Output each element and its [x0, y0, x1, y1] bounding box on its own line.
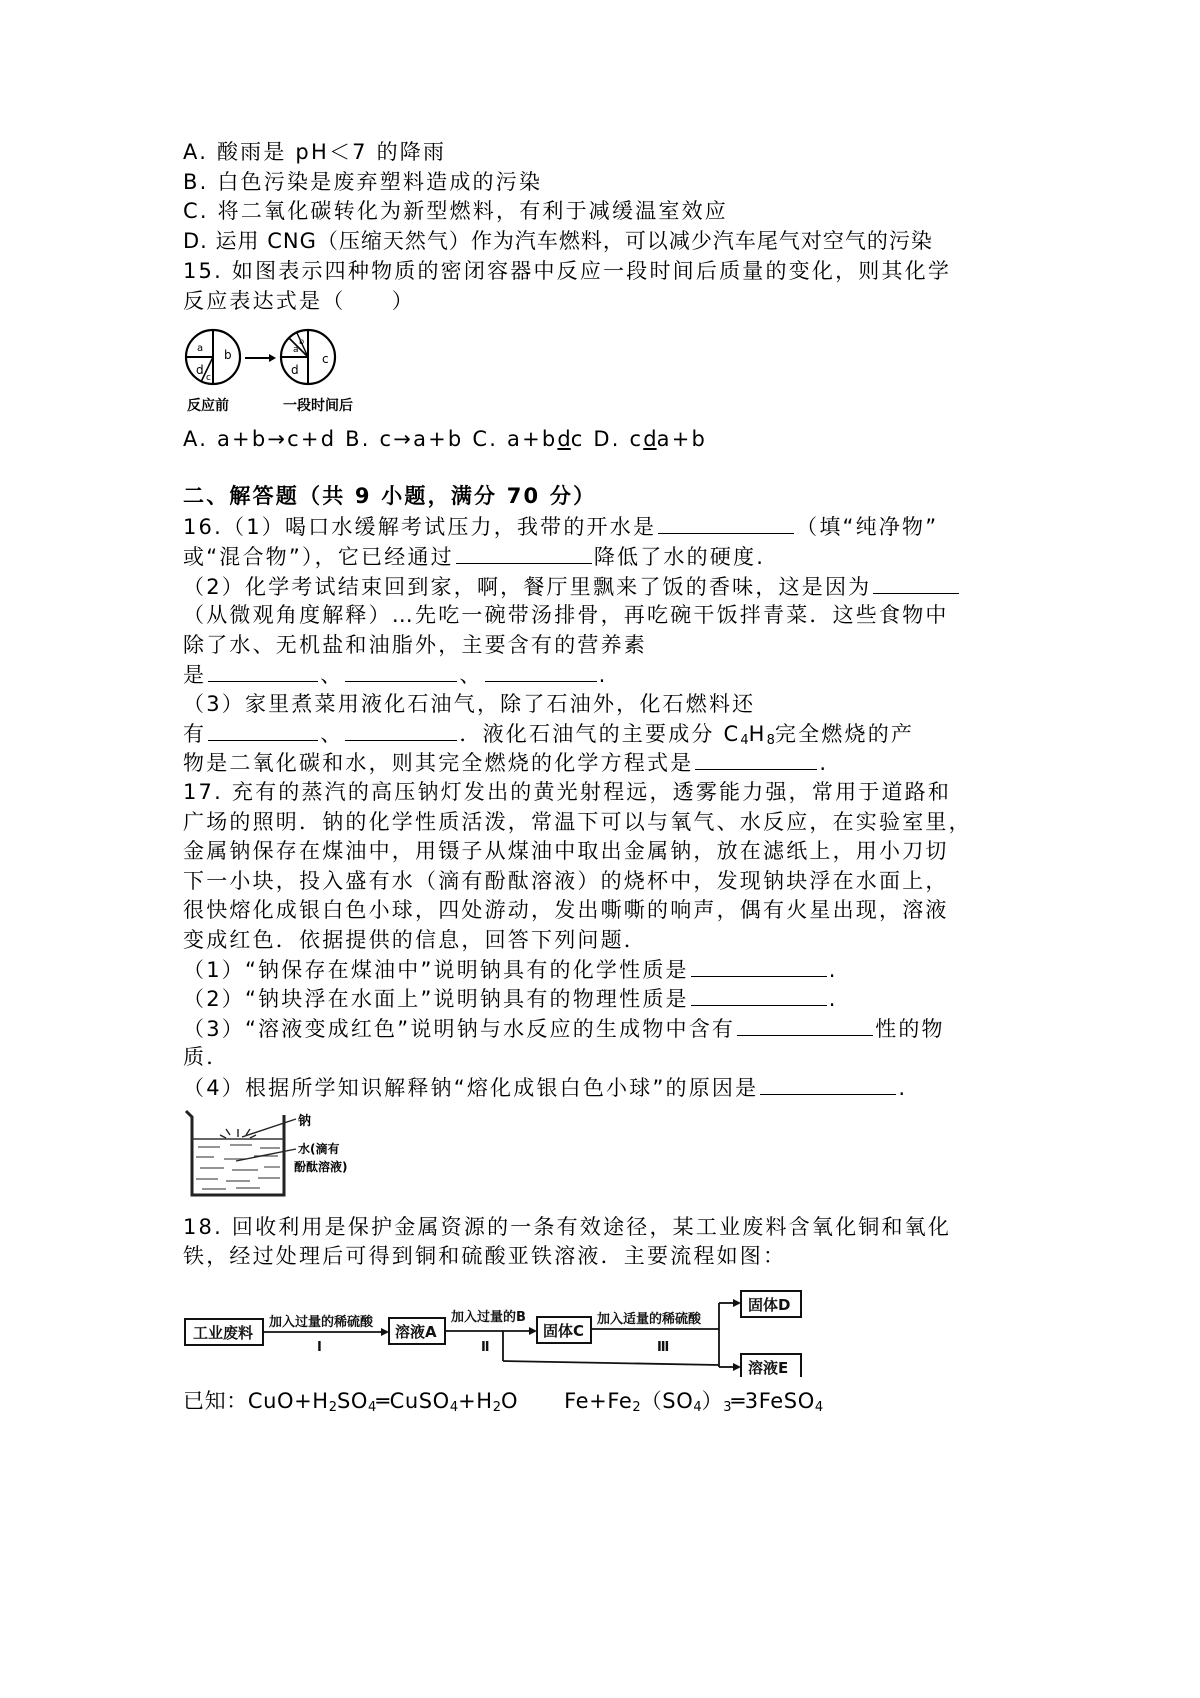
before-label-c: c: [206, 373, 211, 383]
q17-text-s3a: （3）“溶液变成红色”说明钠与水反应的生成物中含有: [183, 1017, 736, 1041]
beaker-figure: [180, 1105, 350, 1201]
question-17-line-5: 很快熔化成银白色小球，四处游动，发出嘶嘶的响声，偶有火星出现，溶液: [183, 898, 949, 922]
question-17-sub-1: [183, 954, 838, 985]
before-label-d: d: [196, 363, 204, 377]
question-16-line-1: [183, 511, 938, 542]
question-17-line-1: 17. 充有的蒸汽的高压钠灯发出的黄光射程远，透雾能力强，常用于道路和: [183, 780, 952, 804]
option-15-d-arrow: [643, 424, 656, 454]
q16-text-8b: ．液化石油气的主要成分 C: [459, 722, 741, 746]
q16-text-3a: （2）化学考试结束回到家，啊，餐厅里飘来了饭的香味，这是因为: [183, 575, 872, 599]
option-15-c-label: C.: [472, 427, 499, 451]
option-15-c-arrow: [557, 424, 570, 454]
question-16-line-7: （3）家里煮菜用液化石油气，除了石油外，化石燃料还: [183, 692, 756, 716]
label-sodium: 钠: [298, 1114, 312, 1129]
pie-comparison-figure: [183, 322, 373, 420]
q17-blank-2[interactable]: [691, 983, 827, 1006]
q16-blank-3[interactable]: [873, 571, 959, 594]
eq2-part-b: （SO: [640, 1389, 694, 1413]
q16-blank-6[interactable]: [485, 659, 597, 682]
flow-step-2-num: Ⅱ: [481, 1340, 490, 1355]
q16-text-1b: （填“纯净物”: [796, 515, 939, 539]
q16-text-8a: 有: [183, 722, 207, 746]
flow-box-solution-a: 溶液A: [395, 1323, 437, 1341]
question-17-line-2: 广场的照明．钠的化学性质活泼，常温下可以与氧气、水反应，在实验室里，: [183, 810, 972, 834]
option-15-a-label: A.: [183, 427, 209, 451]
after-label-c: c: [322, 352, 329, 366]
q16-text-2a: 或“混合物”），它已经通过: [183, 545, 454, 569]
after-label-b: b: [299, 337, 305, 346]
after-label-a: a: [293, 345, 299, 355]
option-14-d: D. 运用 CNG（压缩天然气）作为汽车燃料，可以减少汽车尾气对空气的污染: [183, 229, 933, 253]
after-label-d: d: [291, 363, 299, 377]
flow-step-3-num: Ⅲ: [657, 1340, 670, 1355]
flow-step-1-num: Ⅰ: [317, 1340, 322, 1355]
equation-1: [248, 1389, 518, 1413]
eq1-part-c: ═CuSO: [376, 1389, 450, 1413]
option-15-d-label: D.: [593, 427, 621, 451]
q16-blank-7[interactable]: [208, 718, 318, 741]
option-14-c: C. 将二氧化碳转化为新型燃料，有利于减缓温室效应: [183, 199, 729, 223]
option-15-a-reactants: a+b: [216, 427, 268, 451]
q16-blank-4[interactable]: [208, 659, 318, 682]
question-16-line-5: 除了水、无机盐和油脂外，主要含有的营养素: [183, 633, 647, 657]
eq1-part-b: SO: [336, 1389, 369, 1413]
q17-text-s3b: 性的物: [875, 1017, 945, 1041]
q16-blank-1[interactable]: [658, 511, 794, 534]
q16-text-9a: 物是二氧化碳和水，则其完全燃烧的化学方程式是: [183, 751, 694, 775]
option-15-a-products: c+d: [287, 427, 337, 451]
option-14-a: A. 酸雨是 pH＜7 的降雨: [183, 140, 447, 164]
q17-blank-1[interactable]: [691, 954, 827, 977]
question-17-sub-2: [183, 983, 838, 1014]
eq2-sub-1: 2: [632, 1400, 641, 1415]
flow-step-2: 加入过量的B: [451, 1310, 526, 1325]
option-15-d-reactants: c: [629, 427, 644, 451]
label-water-1: 水(滴有: [298, 1142, 340, 1156]
question-17-line-4: 下一小块，投入盛有水（滴有酚酞溶液）的烧杯中，发现钠块浮在水面上，: [183, 869, 949, 893]
eq1-sub-2: 4: [368, 1400, 377, 1415]
question-16-line-3: [183, 571, 961, 602]
q16-sub-8: 8: [766, 733, 775, 748]
q16-blank-5[interactable]: [345, 659, 457, 682]
known-equations: [183, 1386, 823, 1423]
before-label-a: a: [197, 343, 204, 354]
eq1-sub-4: 2: [492, 1400, 501, 1415]
q16-blank-2[interactable]: [456, 541, 592, 564]
caption-before: 反应前: [187, 398, 229, 414]
q16-sep-2: 、: [459, 663, 483, 687]
question-18-line-2: 铁，经过处理后可得到铜和硫酸亚铁溶液．主要流程如图：: [183, 1244, 787, 1268]
flow-box-industrial-waste: 工业废料: [193, 1324, 254, 1342]
q17-end-2: .: [828, 987, 838, 1011]
q17-text-s2: （2）“钠块浮在水面上”说明钠具有的物理性质是: [183, 987, 689, 1011]
q16-blank-8[interactable]: [345, 718, 457, 741]
caption-after: 一段时间后: [283, 398, 353, 414]
q17-end-1: .: [828, 958, 838, 982]
question-16-line-9: [183, 747, 828, 778]
question-17-sub-4: [183, 1072, 907, 1103]
label-water-2: 酚酞溶液): [294, 1160, 348, 1174]
eq2-part-a: Fe+Fe: [564, 1389, 633, 1413]
eq2-sub-3: 3: [723, 1400, 732, 1415]
q16-sub-4: 4: [740, 733, 749, 748]
eq2-part-c: ）: [701, 1389, 724, 1413]
option-15-c-products: c: [570, 427, 585, 451]
flow-box-solid-d: 固体D: [748, 1296, 791, 1314]
question-15-line-1: 15. 如图表示四种物质的密闭容器中反应一段时间后质量的变化，则其化学: [183, 259, 952, 283]
q16-text-6a: 是: [183, 663, 207, 687]
q16-text-8c: 完全燃烧的产: [774, 722, 915, 746]
option-15-c-reactants: a+b: [507, 427, 558, 451]
eq1-part-a: CuO+H: [247, 1389, 329, 1413]
question-17-line-6: 变成红色．依据提供的信息，回答下列问题．: [183, 928, 647, 952]
question-16-line-6: [183, 659, 608, 690]
eq2-sub-4: 4: [814, 1400, 824, 1415]
question-18-line-1: 18. 回收利用是保护金属资源的一条有效途径，某工业废料含氧化铜和氧化: [183, 1215, 952, 1239]
option-15-a-arrow: →: [267, 427, 288, 451]
option-15-b-label: B.: [345, 427, 371, 451]
question-15-options: [183, 424, 707, 454]
q16-h: H: [748, 722, 767, 746]
question-16-line-2: [183, 541, 765, 572]
q17-end-4: .: [898, 1076, 908, 1100]
flow-box-solid-c: 固体C: [543, 1322, 585, 1340]
q16-text-2b: 降低了水的硬度.: [593, 545, 766, 569]
equation-2: [564, 1389, 823, 1413]
option-15-c-catalyst: d: [557, 427, 571, 451]
option-15-b-reactants: c: [379, 427, 394, 451]
question-17-sub-3: [183, 1013, 945, 1044]
process-flowchart: [183, 1285, 903, 1377]
section-2-heading: 二、解答题（共 9 小题，满分 70 分）: [183, 484, 597, 508]
flow-step-1: 加入过量的稀硫酸: [269, 1315, 374, 1330]
eq2-sub-2: 4: [693, 1400, 702, 1415]
option-15-d-products: a+b: [656, 427, 708, 451]
eq2-part-d: ═3FeSO: [731, 1389, 815, 1413]
flow-step-3: 加入适量的稀硫酸: [597, 1312, 702, 1327]
question-15-line-2: 反应表达式是（ ）: [183, 289, 415, 313]
question-17-sub-3-cont: 质．: [183, 1045, 230, 1069]
q16-blank-9[interactable]: [695, 747, 817, 770]
flow-box-solution-e: 溶液E: [748, 1359, 789, 1377]
option-14-b: B. 白色污染是废弃塑料造成的污染: [183, 170, 543, 194]
before-label-b: b: [224, 348, 232, 362]
q16-text-1a: 16.（1）喝口水缓解考试压力，我带的开水是: [183, 515, 657, 539]
q17-text-s4: （4）根据所学知识解释钠“熔化成银白色小球”的原因是: [183, 1076, 759, 1100]
option-15-b-products: a+b: [413, 427, 464, 451]
question-16-line-4: （从微观角度解释）…先吃一碗带汤排骨，再吃碗干饭拌青菜．这些食物中: [183, 603, 949, 627]
q17-blank-4[interactable]: [760, 1072, 896, 1095]
eq1-part-e: O: [500, 1389, 519, 1413]
q16-end-9: .: [819, 751, 829, 775]
q16-end-6: .: [598, 663, 608, 687]
q16-sep-1: 、: [320, 663, 344, 687]
eq1-part-d: +H: [458, 1389, 493, 1413]
q16-sep-3: 、: [320, 722, 344, 746]
q17-blank-3[interactable]: [737, 1013, 873, 1036]
known-label: 已知：: [183, 1389, 248, 1413]
question-17-line-3: 金属钠保存在煤油中，用镊子从煤油中取出金属钠，放在滤纸上，用小刀切: [183, 839, 949, 863]
option-15-b-arrow: →: [393, 427, 414, 451]
q17-text-s1: （1）“钠保存在煤油中”说明钠具有的化学性质是: [183, 958, 689, 982]
eq1-sub-3: 4: [449, 1400, 459, 1415]
eq1-sub-1: 2: [328, 1400, 337, 1415]
option-15-d-catalyst: d: [643, 427, 657, 451]
